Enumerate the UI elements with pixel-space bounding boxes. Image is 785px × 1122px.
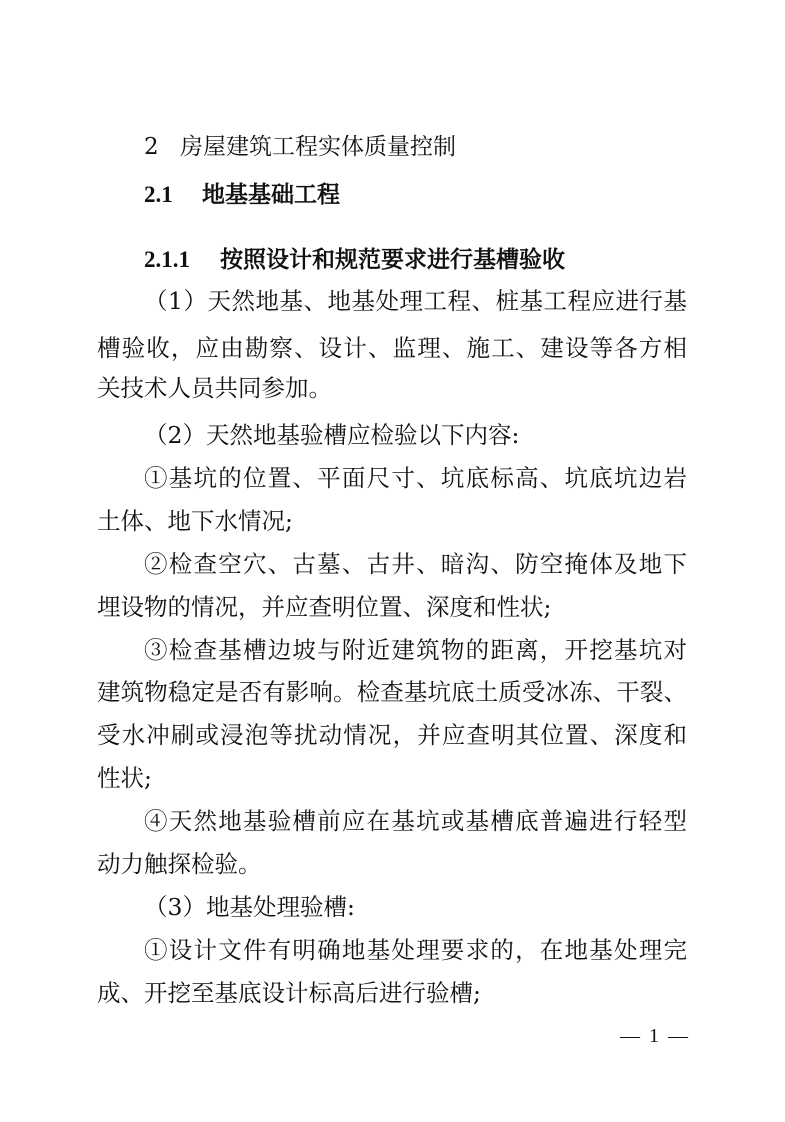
body-line: ③检查基槽边坡与附近建筑物的距离，开挖基坑对: [144, 636, 687, 664]
body-line: （2）天然地基验槽应检验以下内容:: [144, 421, 520, 449]
body-line: ①基坑的位置、平面尺寸、坑底标高、坑底坑边岩: [144, 464, 687, 492]
section-heading: [144, 132, 456, 162]
body-line: 关技术人员共同参加。: [97, 374, 332, 402]
body-line: ②检查空穴、古墓、古井、暗沟、防空掩体及地下: [144, 550, 687, 578]
subsection-number: 2.1: [144, 182, 173, 207]
subsubsection-title: 按照设计和规范要求进行基槽验收: [220, 246, 565, 273]
subsection-heading: [144, 180, 340, 210]
body-line: 性状;: [97, 764, 152, 792]
subsubsection-number: 2.1.1: [144, 247, 190, 272]
subsection-title: 地基基础工程: [202, 181, 340, 208]
body-line: 动力触探检验。: [97, 850, 262, 878]
body-line: 埋设物的情况，并应查明位置、深度和性状;: [97, 593, 552, 621]
section-title: 房屋建筑工程实体质量控制: [180, 134, 456, 160]
body-line: 槽验收，应由勘察、设计、监理、施工、建设等各方相: [97, 334, 687, 362]
body-line: 建筑物稳定是否有影响。检查基坑底土质受冰冻、干裂、: [97, 678, 687, 706]
body-line: ①设计文件有明确地基处理要求的，在地基处理完: [144, 936, 687, 964]
body-line: 成、开挖至基底设计标高后进行验槽;: [97, 979, 481, 1007]
body-line: （1）天然地基、地基处理工程、桩基工程应进行基: [144, 287, 687, 315]
page-number: — 1 —: [620, 1025, 690, 1047]
body-line: 土体、地下水情况;: [97, 507, 293, 535]
body-line: （3）地基处理验槽:: [144, 893, 355, 921]
body-line: 受水冲刷或浸泡等扰动情况，并应查明其位置、深度和: [97, 721, 687, 749]
body-line: ④天然地基验槽前应在基坑或基槽底普遍进行轻型: [144, 807, 687, 835]
section-number: 2: [144, 134, 159, 160]
subsubsection-heading: [144, 245, 565, 275]
